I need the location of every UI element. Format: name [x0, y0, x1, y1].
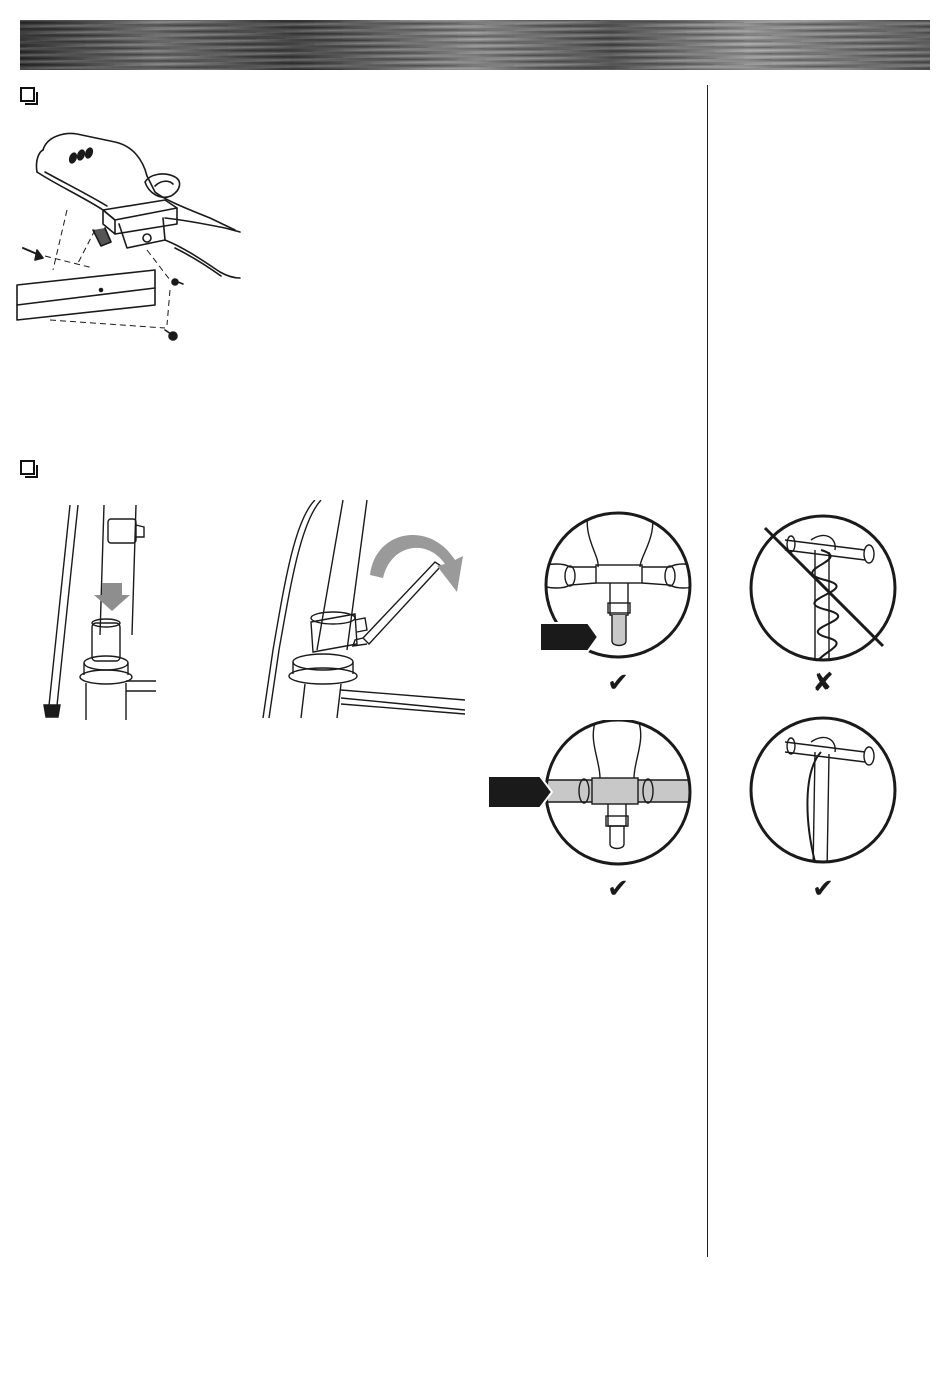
step1-checkbox-icon[interactable] — [20, 87, 35, 102]
column-divider — [707, 85, 708, 1257]
check-mark-icon: ✔ — [607, 668, 629, 698]
detail-handlebar-grip-correct — [488, 720, 703, 870]
hex-key-tightening-illustration — [255, 500, 470, 720]
check-mark-icon: ✔ — [607, 874, 629, 904]
down-arrow-icon — [94, 583, 130, 611]
detail-stem-height-correct — [540, 505, 700, 670]
rotate-clockwise-arrow-icon — [370, 535, 463, 592]
black-arrow-pointer-icon — [540, 623, 598, 651]
header-banner — [20, 20, 930, 70]
check-mark-icon: ✔ — [812, 874, 834, 904]
step2-checkbox-icon[interactable] — [20, 460, 35, 475]
seat-assembly-illustration — [15, 120, 245, 355]
detail-cable-routing-correct — [745, 712, 905, 872]
cross-mark-icon: ✘ — [812, 668, 834, 698]
stem-insertion-illustration — [40, 505, 160, 725]
detail-cable-routing-incorrect — [745, 510, 905, 670]
black-arrow-pointer-icon — [488, 776, 552, 808]
